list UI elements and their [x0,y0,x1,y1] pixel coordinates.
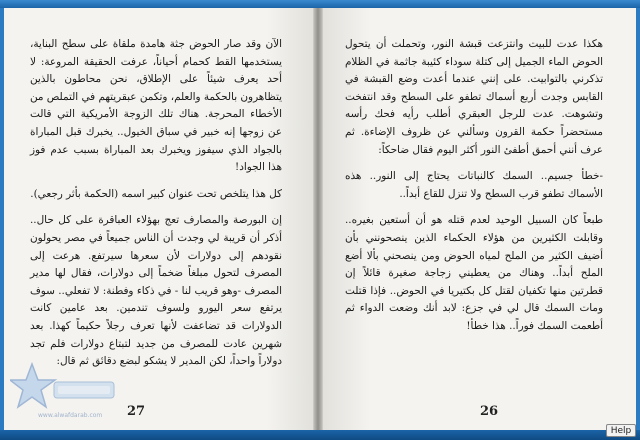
paragraph: طبعاً كان السبيل الوحيد لعدم قتله هو أن أستعين بغيره.. وقابلت الكثيرين من هؤلاء الحكماء الذين ينصحونني بأن أضيف الكثير من الملح لمياه الحوض ومن ينصحني بألا أضع الملح أبداً.. وهناك من يعطيني زجاجة صغيرة قائلاً إن قطرتين منها تكفيان لقتل كل بكتيريا في الحوض.. فإذا قتلت ومات السمك قال لي في جزع: لابد أنك وضعت الدواء ثم أطعمت السمك فوراً.. هذا خطأ! [345,214,603,332]
paragraph: إن البورصة والمصارف تعج بهؤلاء العباقرة على كل حال.. أذكر أن قريبة لي وجدت أن الناس جميعاً في مصر يحولون نقودهم إلى دولارات لأن سعرها سيرتفع. هرعت إلى المصرف لتحول مبلغاً ضخماً إلى دولارات، فقال لها مدير المصرف -وهو قريب لنا - في ذكاء وفطنة: لا تفعلي.. سوف يرتفع سعر اليورو ولسوف تندمين. بعد عامين كانت الدولارات قد تضاعفت لأنها تعرف رجلاً حكيماً كهذا. بعد شهرين عادت للمصرف من جديد لتبتاع دولارات فلم تجد دولاراً واحداً، لكن المدير لا يشكو لبضع دقائق ثم قال: [30,214,282,368]
window-right-edge [636,8,640,430]
help-button[interactable]: Help [606,424,636,437]
star-logo-icon [10,360,120,430]
page-number-right: 26 [479,404,499,419]
page-26-text [345,36,603,336]
window-top-bar [0,0,640,8]
site-watermark [10,360,120,430]
page-number-left: 27 [126,404,146,419]
watermark-url: www.alwafdarab.com [38,412,103,419]
paragraph: الآن وقد صار الحوض جثة هامدة ملقاة على سطح البناية، يستخدمها القط كحمام أحياناً، عرفت الحقيقة المروعة: لا أحد يعرف شيئاً على الإطلاق، نحن محاطون بالذين يتظاهرون بالحكمة والعلم، وتكمن عبقريتهم في التملص من الأخطاء المحرجة. هناك تلك الزوجة الأمريكية التي قالت عن زوجها إنه خبير في سباق الخيول.. يخبرك قبل المباراة بالجواد الذي سيفوز ويخبرك بعد المباراة بسبب عدم فوز هذا الجواد! [30,38,282,174]
paragraph: كل هذا يتلخص تحت عنوان كبير اسمه (الحكمة بأثر رجعي). [30,187,282,200]
paragraph: هكذا عدت للبيت وانتزعت قبشة النور، وتحملت أن يتحول الحوض الماء الجميل إلى كتلة سوداء كئيبة جاثمة في الظلام تذكرني بالتوابيت. على إنني عندما أعدت وضع القبشة في القابس وجدت أربع أسماك تطفو على السطح وقد انتفخت وتشوهت. عدت للرجل العبقري أطلب رأيه فحك رأسه مستحضراً حكمة القرون وسألني عن ظروف الإضاءة. ثم عرف أنني أحمق أطفئ النور أكثر اليوم فقال ضاحكاً: [345,38,603,156]
page-27-text [30,36,282,371]
page-26 [322,8,636,430]
book-spread [4,8,636,430]
window-bottom-bar [0,430,640,440]
book-gutter [314,8,322,430]
paragraph: -خطأ جسيم.. السمك كالنباتات يحتاج إلى النور.. هذه الأسماك تطفو قرب السطح ولا تنزل للقاع أبداً.. [345,170,603,200]
page-27 [4,8,314,430]
